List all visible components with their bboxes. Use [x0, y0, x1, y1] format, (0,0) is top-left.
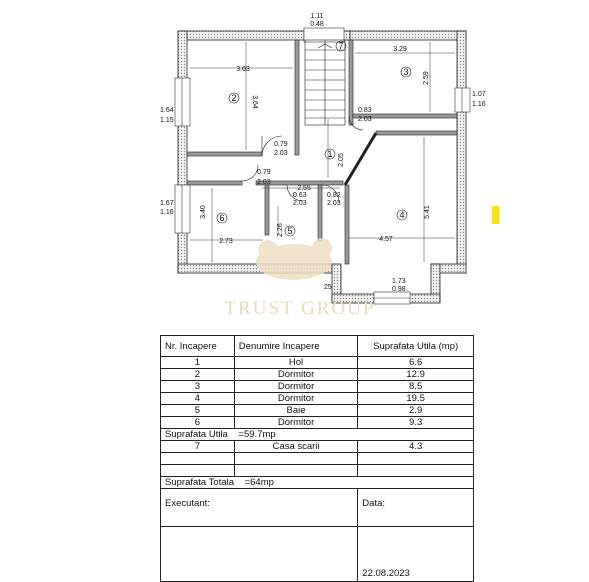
row-area: 19.5 [358, 393, 474, 405]
table-row-stairs [161, 441, 474, 453]
row-area: 12.9 [358, 369, 474, 381]
executant-label: Executant: [161, 489, 358, 527]
dim-door-a: 0.79 [274, 141, 288, 148]
room-number-5: 5 [287, 226, 293, 236]
row-nr: 3 [161, 381, 235, 393]
row-nr: 7 [161, 441, 235, 453]
row-area: 6.6 [358, 357, 474, 369]
row-nr: 1 [161, 357, 235, 369]
dim-room6-width: 2.73 [219, 238, 233, 245]
dim-room3-height: 2.59 [423, 71, 430, 85]
dim-door-stair-h: 2.03 [358, 116, 372, 123]
room-number-6: 6 [219, 213, 225, 223]
date-value-text: 22.08.2023 [362, 568, 410, 579]
row-name: Dormitor [234, 381, 358, 393]
empty-row [161, 465, 474, 477]
room-number-3: 3 [403, 67, 409, 77]
dim-left-window-top: 1.64 [160, 107, 174, 114]
table-row [161, 417, 474, 429]
suprafata-totala-cell [161, 477, 474, 489]
row-nr: 2 [161, 369, 235, 381]
room-number-1: 1 [327, 149, 333, 159]
row-area: 9.3 [358, 417, 474, 429]
dim-stair-top-inner: 0.48 [310, 21, 324, 28]
dim-door-c-h: 2.03 [293, 200, 307, 207]
suprafata-utila-value: =59.7mp [238, 429, 276, 440]
watermark-handshake-icon [256, 238, 332, 280]
yellow-marker [492, 206, 499, 224]
table-row [161, 393, 474, 405]
rooms-table [160, 335, 474, 582]
dim-bath: 2.26 [277, 223, 284, 237]
dim-door-a-h: 2.03 [274, 150, 288, 157]
header-name: Denumire Incapere [234, 336, 358, 357]
signature-row [161, 489, 474, 527]
row-area: 8.5 [358, 381, 474, 393]
dim-left-window-bottom-inner: 1.16 [160, 209, 174, 216]
dim-right-window-inner: 1.16 [472, 101, 486, 108]
row-name: Dormitor [234, 417, 358, 429]
dim-room2-height: 3.64 [251, 95, 258, 109]
row-nr: 6 [161, 417, 235, 429]
suprafata-utila-cell [161, 429, 474, 441]
row-name: Hol [234, 357, 358, 369]
room-number-2: 2 [231, 93, 237, 103]
suprafata-utila-row [161, 429, 474, 441]
dim-room3-width: 3.29 [393, 46, 407, 53]
row-name: Baie [234, 405, 358, 417]
dim-door-b: 0.79 [257, 169, 271, 176]
header-nr: Nr. Incapere [161, 336, 235, 357]
staircase [305, 40, 345, 125]
date-value [358, 527, 474, 582]
table-header [161, 336, 474, 357]
dim-room4-width: 4.57 [379, 236, 393, 243]
dim-door-stair: 0.83 [358, 107, 372, 114]
row-name: Dormitor [234, 369, 358, 381]
executant-signature-area [161, 527, 358, 582]
suprafata-utila-label: Suprafata Utila [165, 429, 228, 440]
row-nr: 4 [161, 393, 235, 405]
table-row [161, 357, 474, 369]
room-number-4: 4 [399, 210, 405, 220]
suprafata-totala-label: Suprafata Totala [165, 477, 235, 488]
dim-door-d: 0.82 [327, 192, 341, 199]
dim-hall-width: 2.55 [297, 185, 311, 192]
dim-room2-width: 3.63 [236, 66, 250, 73]
dim-left-window-bottom: 1.67 [160, 200, 174, 207]
interior-walls [187, 40, 457, 264]
watermark-text: TRUST GROUP [224, 298, 376, 319]
row-name: Casa scarii [234, 441, 358, 453]
date-label: Data: [358, 489, 474, 527]
table-row [161, 381, 474, 393]
signature-area-row [161, 527, 474, 582]
row-area: 4.3 [358, 441, 474, 453]
dim-door-b-h: 2.03 [257, 179, 271, 186]
empty-row [161, 453, 474, 465]
suprafata-totala-value: =64mp [244, 477, 274, 488]
room-number-7: 7 [338, 41, 344, 51]
dim-room4-height: 5.41 [424, 205, 431, 219]
row-name: Dormitor [234, 393, 358, 405]
header-area: Suprafata Utila (mp) [358, 336, 474, 357]
row-area: 2.9 [358, 405, 474, 417]
hall-diagonal-wall [345, 133, 376, 185]
dim-door-c: 0.63 [293, 192, 307, 199]
dim-bay-window: 1.73 [392, 278, 406, 285]
dim-room6-height: 3.40 [200, 205, 207, 219]
table-row [161, 369, 474, 381]
dim-door-d-h: 2.03 [327, 200, 341, 207]
dim-stair-top: 1.11 [310, 13, 324, 20]
row-nr: 5 [161, 405, 235, 417]
suprafata-totala-row [161, 477, 474, 489]
dim-left-window-top-inner: 1.15 [160, 117, 174, 124]
dim-right-window: 1.07 [472, 91, 486, 98]
dim-small-mark: 25 [324, 284, 332, 291]
table-row [161, 405, 474, 417]
dim-bay-window-inner: 0.98 [392, 286, 406, 293]
dim-hall-length: 2.05 [338, 153, 345, 167]
